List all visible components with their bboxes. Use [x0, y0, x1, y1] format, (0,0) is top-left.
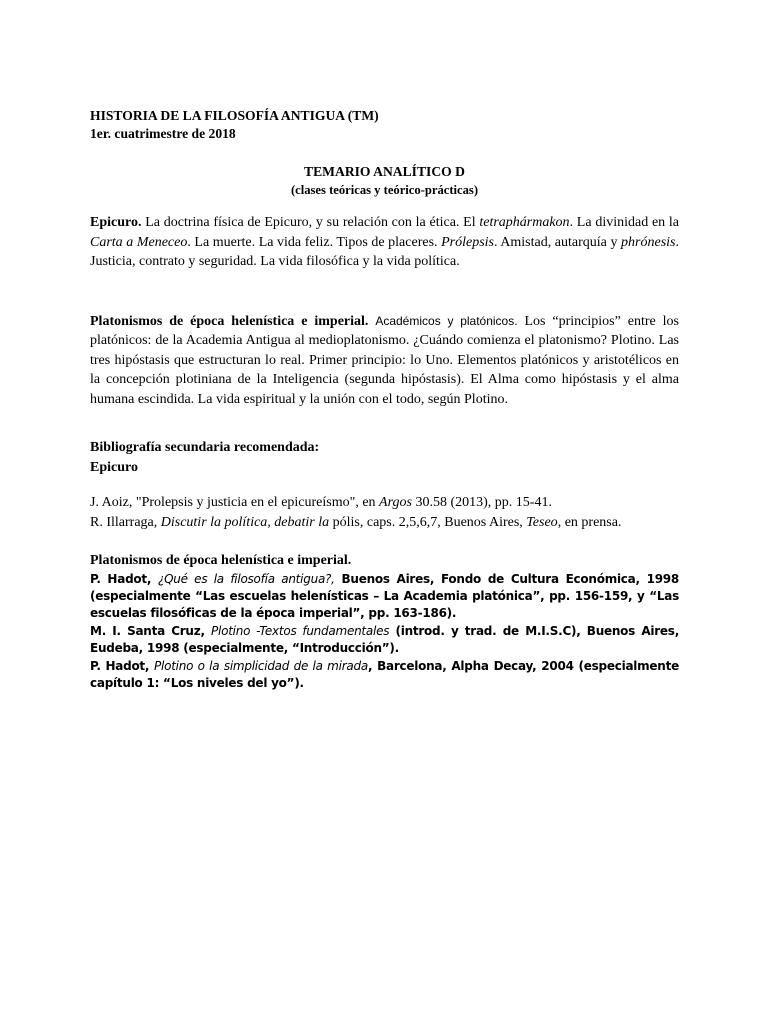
- reference-hadot-1: P. Hadot, ¿Qué es la filosofía antigua?, Buenos Aires, Fondo de Cultura Económica, 1998 (especialmente “Las escuelas helenísticas – La Academia platónica”, pp. 156-159, y “Las escuelas filosóficas de la época imperial”, pp. 163-186).: [90, 571, 679, 621]
- epicuro-heading: Epicuro.: [90, 215, 142, 230]
- epicuro-paragraph: Epicuro. La doctrina física de Epicuro, y su relación con la ética. El tetraphármakon. La divinidad en la Carta a Meneceo. La muerte. La vida feliz. Tipos de placeres. Prólepsis. Amistad, autarquía y phrónesis. Justicia, contrato y seguridad. La vida filosófica y la vida política.: [90, 215, 679, 269]
- syllabus-title: TEMARIO ANALÍTICO D: [304, 164, 465, 179]
- reference-aoiz: J. Aoiz, "Prolepsis y justicia en el epicureísmo", en Argos 30.58 (2013), pp. 15-41.: [90, 495, 552, 510]
- course-title: HISTORIA DE LA FILOSOFÍA ANTIGUA (TM): [90, 108, 379, 123]
- platonismos-paragraph: Platonismos de época helenística e imperial. Académicos y platónicos. Los “principios” entre los platónicos: de la Academia Antigua al medioplatonismo. ¿Cuándo comienza el platonismo? Plotino. Las tres hipóstasis que estructuran lo real. Primer principio: lo Uno. Elementos platónicos y aristotélicos en la concepción plotiniana de la Inteligencia (segunda hipóstasis). El Alma como hipóstasis y el alma humana escindida. La vida espiritual y la unión con el todo, según Plotino.: [90, 313, 679, 407]
- bibliography-heading: Bibliografía secundaria recomendada:: [90, 440, 320, 455]
- syllabus-subtitle: (clases teóricas y teórico-prácticas): [290, 183, 479, 197]
- reference-hadot-2: P. Hadot, Plotino o la simplicidad de la mirada, Barcelona, Alpha Decay, 2004 (especialmente capítulo 1: “Los niveles del yo”).: [90, 658, 679, 690]
- term-line: 1er. cuatrimestre de 2018: [90, 126, 236, 141]
- reference-santa-cruz: M. I. Santa Cruz, Plotino -Textos fundamentales (introd. y trad. de M.I.S.C), Buenos Aires, Eudeba, 1998 (especialmente, “Introducción”).: [90, 623, 679, 656]
- bibliography-platonismos-heading: Platonismos de época helenística e imperial.: [90, 553, 352, 568]
- reference-illarraga: R. Illarraga, Discutir la política, debatir la pólis, caps. 2,5,6,7, Buenos Aires, Teseo, en prensa.: [90, 514, 622, 530]
- bibliography-epicuro-heading: Epicuro: [90, 459, 138, 475]
- platonismos-heading: Platonismos de época helenística e imperial.: [90, 313, 369, 329]
- document-page: [90, 107, 679, 692]
